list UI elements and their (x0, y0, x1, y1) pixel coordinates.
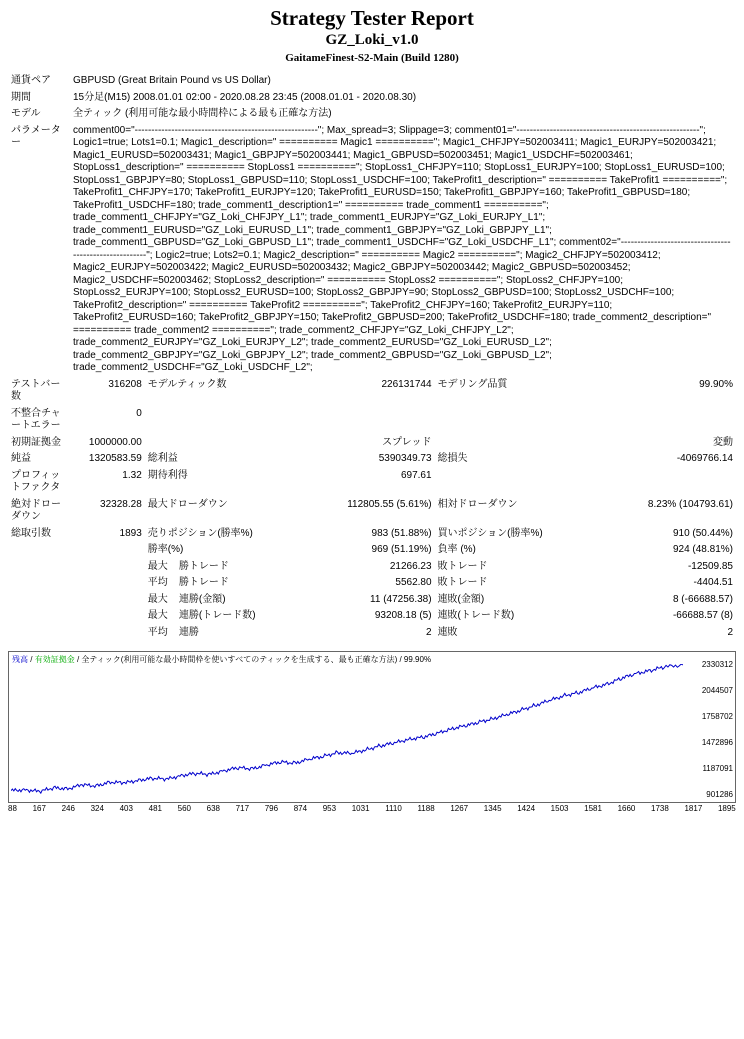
table-row (8, 451, 736, 468)
gross-profit-value: 5390349.73 (378, 453, 432, 465)
chart-y-axis (685, 652, 733, 802)
ea-name: GZ_Loki_v1.0 (325, 32, 419, 49)
quality-value: 99.90% (699, 378, 733, 390)
net-profit-label: 純益 (11, 453, 31, 465)
table-row (8, 625, 736, 642)
x-tick: 796 (264, 804, 279, 814)
largest-label: 最大 (147, 560, 168, 572)
empty-cell (73, 625, 145, 642)
empty-cell (435, 406, 597, 435)
chart-legend: 残高 / 有効証拠金 / 全ティック(利用可能な最小時間枠を使いすべてのティックを生成する、最も正確な方法) / 99.90% (12, 655, 432, 665)
largest-win-label: 勝トレード (178, 560, 229, 572)
net-profit-value: 1320583.59 (88, 453, 142, 465)
x-tick: 246 (61, 804, 75, 814)
x-tick: 403 (119, 804, 133, 814)
equity-chart (8, 651, 736, 803)
avg-cons-wins-value: 2 (426, 626, 432, 638)
parameters-value: comment00="-------------------------------------------------------"; Max_spread=3; Slippage=3; comment01="-------------------------------------------------------"; Logic1=true; Lots1=0.1; Magic1_description=" ========== Magic1 =========="; Magic1_CHFJPY=502003411; Magic1_EURJPY=502003421; Magic1_EURUSD=502003431; Magic1_GBPJPY=502003441; Magic1_GBPUSD=502003451; Magic1_USDCHF=502003461; StopLoss1_description=" ========== StopLoss1 =========="; StopLoss1_CHFJPY=110; StopLoss1_EURJPY=100; StopLoss1_EURUSD=100; StopLoss1_GBPJPY=80; StopLoss1_GBPUSD=110; StopLoss1_USDCHF=100; TakeProfit1_description=" ========== TakeProfit1 =========="; TakeProfit1_CHFJPY=170; TakeProfit1_EURJPY=120; TakeProfit1_EURUSD=150; TakeProfit1_GBPJPY=160; TakeProfit1_GBPUSD=180; TakeProfit1_USDCHF=180; trade_comment1_description1=" ========== trade_comment1 =========="; trade_comment1_CHFJPY="GZ_Loki_CHFJPY_L1"; trade_comment1_EURJPY="GZ_Loki_EURJPY_L1"; trade_comment1_EURUSD="GZ_Loki_EURUSD_L1"; trade_comment1_GBPJPY="GZ_Loki_GBPJPY_L1"; trade_comment1_GBPUSD="GZ_Loki_GBPUSD_L1"; trade_comment1_USDCHF="GZ_Loki_USDCHF_L1"; comment02="-------------------------------------------------------"; Logic2=true; Lots2=0.1; Magic2_description=" ========== Magic2 =========="; Magic2_CHFJPY=502003412; Magic2_EURJPY=502003422; Magic2_EURUSD=502003432; Magic2_GBPJPY=502003442; Magic2_GBPUSD=502003452; Magic2_USDCHF=502003462; StopLoss2_description=" ========== StopLoss2 =========="; StopLoss2_CHFJPY=100; StopLoss2_EURJPY=100; StopLoss2_EURUSD=100; StopLoss2_GBPJPY=90; StopLoss2_GBPUSD=100; StopLoss2_USDCHF=100; TakeProfit2_description=" ========== TakeProfit2 =========="; TakeProfit2_CHFJPY=160; TakeProfit2_EURJPY=110; TakeProfit2_EURUSD=160; TakeProfit2_GBPJPY=150; TakeProfit2_GBPUSD=200; TakeProfit2_USDCHF=180; trade_comment2_description=" ========== trade_comment2 =========="; trade_comment2_CHFJPY="GZ_Loki_CHFJPY_L2"; trade_comment2_EURJPY="GZ_Loki_EURJPY_L2"; trade_comment2_EURUSD="GZ_Loki_EURUSD_L2"; trade_comment2_GBPJPY="GZ_Loki_GBPJPY_L2"; trade_comment2_GBPUSD="GZ_Loki_GBPUSD_L2"; trade_comment2_USDCHF="GZ_Loki_USDCHF_L2"; (73, 124, 731, 374)
y-tick: 1187091 (702, 764, 733, 774)
empty-cell (597, 406, 736, 435)
max-cons-wins-money-value: 11 (47256.38) (370, 593, 432, 605)
info-table (8, 73, 736, 377)
avg-cons-label: 平均 (147, 626, 168, 638)
period-value: 15分足(M15) 2008.01.01 02:00 - 2020.08.28 23:45 (2008.01.01 - 2020.08.30) (73, 91, 417, 103)
long-value: 910 (50.44%) (672, 527, 733, 539)
avg-cons-group (145, 625, 307, 642)
empty-cell (8, 608, 73, 625)
short-value: 983 (51.88%) (371, 527, 432, 539)
x-tick: 638 (206, 804, 221, 814)
x-tick: 1267 (450, 804, 469, 814)
empty-cell (145, 406, 307, 435)
x-tick: 1424 (517, 804, 536, 814)
legend-equity: 有効証拠金 (34, 655, 75, 665)
empty-cell (8, 592, 73, 609)
max-cons-loss-money-label: 連敗(金額) (437, 593, 485, 605)
chart-x-axis (8, 804, 736, 813)
profit-factor-label: プロフィットファクタ (11, 469, 61, 494)
average-group (145, 575, 307, 592)
empty-cell (73, 559, 145, 576)
table-row (8, 575, 736, 592)
x-tick: 167 (32, 804, 46, 814)
abs-dd-label: 絶対ドローダウン (11, 498, 61, 523)
chart-plot-area (11, 664, 683, 800)
empty-cell (8, 625, 73, 642)
avg-cons-wins-label: 連勝 (178, 626, 199, 638)
total-trades-value: 1893 (119, 527, 142, 539)
table-row (8, 497, 736, 526)
gross-profit-label: 総利益 (147, 453, 178, 465)
y-tick: 1758702 (701, 712, 733, 722)
table-row (8, 73, 736, 90)
legend-balance: 残高 (12, 655, 28, 665)
x-tick: 1581 (584, 804, 602, 814)
y-tick: 1472896 (701, 738, 733, 748)
average-loss-value: -4404.51 (693, 577, 733, 589)
table-row (8, 123, 736, 377)
table-row (8, 592, 736, 609)
initial-deposit-value: 1000000.00 (88, 436, 142, 448)
model-value: 全ティック (利用可能な最小時間枠による最も正確な方法) (73, 108, 332, 120)
max-cons-wins-count-label2: 連勝(トレード数) (178, 610, 256, 622)
ticks-label: モデルティック数 (147, 378, 227, 390)
empty-cell (597, 468, 736, 497)
equity-line (11, 664, 683, 800)
spread-label: スプレッド (382, 436, 432, 448)
x-tick: 1031 (351, 804, 370, 814)
rel-dd-label: 相対ドローダウン (437, 498, 518, 510)
initial-deposit-label: 初期証拠金 (11, 436, 61, 448)
gross-loss-label: 総損失 (437, 453, 468, 465)
x-tick: 324 (90, 804, 104, 814)
empty-cell (435, 468, 597, 497)
short-label: 売りポジション(勝率%) (147, 527, 253, 539)
x-tick: 1110 (385, 804, 402, 814)
table-row (8, 608, 736, 625)
mismatch-value: 0 (136, 407, 142, 419)
avg-cons-loss-label: 連敗 (437, 626, 458, 638)
x-tick: 88 (8, 804, 17, 814)
report-page (0, 6, 744, 813)
x-tick: 953 (322, 804, 337, 814)
total-trades-label: 総取引数 (11, 527, 51, 539)
stats-table (8, 377, 736, 642)
table-row (8, 90, 736, 107)
rel-dd-value: 8.23% (104793.61) (647, 498, 733, 510)
server-name: GaitameFinest-S2-Main (Build 1280) (285, 52, 459, 65)
symbol-label: 通貨ペア (11, 75, 51, 87)
average-win-value: 5562.80 (395, 577, 432, 589)
y-tick: 2044507 (701, 686, 733, 696)
average-label: 平均 (147, 577, 168, 589)
max-cons-loss-count-label: 連敗(トレード数) (437, 610, 515, 622)
table-row (8, 559, 736, 576)
parameters-label: パラメーター (11, 124, 61, 149)
empty-cell (435, 435, 597, 452)
x-tick: 1188 (417, 804, 435, 814)
empty-cell (307, 406, 435, 435)
spread-value: 変動 (713, 436, 733, 448)
empty-cell (8, 542, 73, 559)
max-cons-wins-count-value: 93208.18 (5) (374, 610, 432, 622)
max-cons-wins-count-label: 最大 (147, 610, 168, 622)
max-cons-loss-money-value: 8 (-66688.57) (672, 593, 733, 605)
x-tick: 1345 (483, 804, 502, 814)
empty-cell (73, 542, 145, 559)
max-cons-money-group (145, 592, 307, 609)
max-cons-wins-money-label: 連勝(金額) (178, 593, 226, 605)
long-label: 買いポジション(勝率%) (437, 527, 543, 539)
expected-payoff-value: 697.61 (400, 469, 432, 481)
empty-cell (73, 575, 145, 592)
table-row (8, 435, 736, 452)
expected-payoff-label: 期待利得 (147, 469, 188, 481)
model-label: モデル (11, 108, 41, 120)
max-dd-label: 最大ドローダウン (147, 498, 228, 510)
page-title: Strategy Tester Report (270, 6, 474, 30)
x-tick: 1660 (617, 804, 636, 814)
x-tick: 1895 (717, 804, 736, 814)
largest-loss-label: 敗トレード (437, 560, 488, 572)
empty-cell (8, 575, 73, 592)
ticks-value: 226131744 (381, 378, 432, 390)
win-value: 969 (51.19%) (371, 544, 432, 556)
bars-label: テストバー数 (11, 378, 61, 403)
x-tick: 560 (177, 804, 191, 814)
profit-factor-value: 1.32 (122, 469, 142, 481)
empty-cell (73, 608, 145, 625)
empty-cell (8, 559, 73, 576)
legend-note: / 全ティック(利用可能な最小時間枠を使いすべてのティックを生成する、最も正確な方法) / 99.90% (76, 655, 432, 665)
x-tick: 1503 (550, 804, 569, 814)
average-loss-label: 敗トレード (437, 577, 488, 589)
win-label: 勝率(%) (147, 544, 184, 556)
max-dd-value: 112805.55 (5.61%) (347, 498, 432, 510)
gross-loss-value: -4069766.14 (676, 453, 733, 465)
quality-label: モデリング品質 (437, 378, 508, 390)
abs-dd-value: 32328.28 (100, 498, 142, 510)
largest-group (145, 559, 307, 576)
largest-win-value: 21266.23 (389, 560, 432, 572)
empty-cell (73, 592, 145, 609)
table-row (8, 106, 736, 123)
table-row (8, 468, 736, 497)
largest-loss-value: -12509.85 (687, 560, 733, 572)
x-tick: 1738 (651, 804, 669, 814)
x-tick: 874 (293, 804, 308, 814)
period-label: 期間 (11, 91, 31, 103)
y-tick: 2330312 (701, 660, 733, 670)
bars-value: 316208 (108, 378, 142, 390)
table-row (8, 377, 736, 406)
max-consecutive-label: 最大 (147, 593, 168, 605)
average-win-label: 勝トレード (178, 577, 229, 589)
x-tick: 1817 (684, 804, 703, 814)
avg-cons-loss-value: 2 (727, 626, 733, 638)
max-cons-count-group (145, 608, 307, 625)
x-tick: 717 (235, 804, 250, 814)
symbol-value: GBPUSD (Great Britain Pound vs US Dollar) (73, 75, 271, 87)
table-row (8, 406, 736, 435)
table-row (8, 542, 736, 559)
y-tick: 901286 (706, 790, 733, 800)
mismatch-label: 不整合チャートエラー (11, 407, 61, 432)
max-cons-loss-count-value: -66688.57 (8) (672, 610, 733, 622)
empty-cell (145, 435, 307, 452)
table-row (8, 526, 736, 543)
loss-label: 負率 (%) (437, 544, 476, 556)
x-tick: 481 (148, 804, 162, 814)
loss-value: 924 (48.81%) (672, 544, 733, 556)
